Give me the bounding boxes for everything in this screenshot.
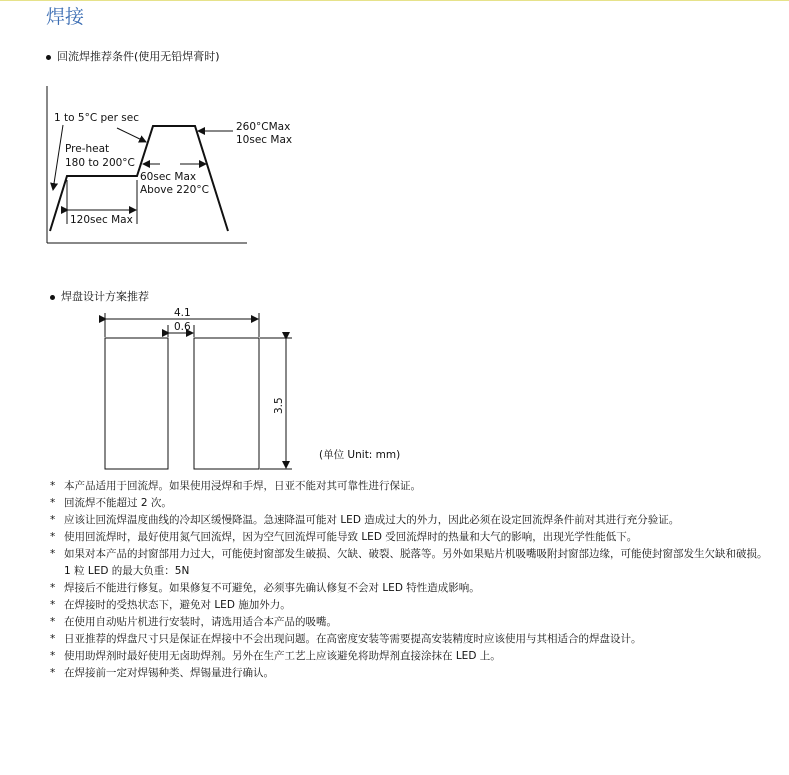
bullet-pad [50, 288, 149, 304]
label-preheat-time: 120sec Max [70, 214, 133, 226]
note-text: 使用助焊剂时最好使用无卤助焊剂。另外在生产工艺上应该避免将助焊剂直接涂抹在 LED 上。 [64, 650, 501, 662]
note-text: 本产品适用于回流焊。如果使用浸焊和手焊，日亚不能对其可靠性进行保证。 [64, 480, 421, 492]
note-item [50, 597, 770, 614]
reflow-profile [47, 86, 292, 243]
note-item [50, 648, 770, 665]
note-item [50, 478, 770, 495]
note-text: 应该让回流焊温度曲线的冷却区缓慢降温。急速降温可能对 LED 造成过大的外力，因此必须在设定回流焊条件前对其进行充分验证。 [64, 514, 680, 526]
note-text: 日亚推荐的焊盘尺寸只是保证在焊接中不会出现问题。在高密度安装等需要提高安装精度时应该使用与其相适合的焊盘设计。 [64, 633, 642, 645]
note-item [50, 529, 770, 546]
note-text: 1 粒 LED 的最大负重：5N [64, 565, 190, 577]
note-marker: * [50, 531, 56, 543]
note-text: 如果对本产品的封窗部用力过大，可能使封窗部发生破损、欠缺、破裂、脱落等。另外如果贴片机吸嘴吸附封窗部边缘，可能使封窗部发生欠缺和破损。 [64, 548, 768, 560]
note-text: 在焊接前一定对焊锡种类、焊锡量进行确认。 [64, 667, 274, 679]
note-text: 使用回流焊时，最好使用氮气回流焊，因为空气回流焊可能导致 LED 受回流焊时的热量和大气的影响，出现光学性能低下。 [64, 531, 638, 543]
note-text: 焊接后不能进行修复。如果修复不可避免，必须事先确认修复不会对 LED 特性造成影响。 [64, 582, 480, 594]
dim-total: 4.1 [174, 307, 191, 319]
note-text: 在使用自动贴片机进行安装时，请选用适合本产品的吸嘴。 [64, 616, 337, 628]
note-item [50, 563, 770, 580]
note-marker: * [50, 480, 56, 492]
bullet-dot [50, 295, 55, 300]
note-item [50, 495, 770, 512]
note-marker: * [50, 616, 56, 628]
label-ramp: 1 to 5°C per sec [54, 112, 139, 124]
ramp-arrow [53, 125, 63, 190]
note-marker: * [50, 548, 56, 560]
bullet-pad-text: 焊盘设计方案推荐 [61, 290, 149, 303]
ramp-arrow-2 [117, 128, 146, 142]
notes-list [50, 478, 770, 682]
unit-label: (单位 Unit: mm) [319, 449, 401, 461]
page-title: 焊接 [46, 6, 85, 28]
note-marker: * [50, 497, 56, 509]
pad-layout [105, 307, 400, 469]
note-item [50, 512, 770, 529]
note-marker: * [50, 582, 56, 594]
note-item [50, 614, 770, 631]
note-item [50, 580, 770, 597]
label-peak-2: 10sec Max [236, 134, 293, 146]
note-marker: * [50, 667, 56, 679]
label-above-1: 60sec Max [140, 171, 197, 183]
dim-height: 3.5 [273, 397, 285, 414]
note-marker: * [50, 599, 56, 611]
dim-gap: 0.6 [174, 321, 191, 333]
label-preheat-1: Pre-heat [65, 143, 110, 155]
note-marker: * [50, 514, 56, 526]
note-item [50, 546, 770, 563]
note-text: 在焊接时的受热状态下，避免对 LED 施加外力。 [64, 599, 291, 611]
note-item [50, 631, 770, 648]
pad-left [105, 338, 168, 469]
label-peak-1: 260°CMax [236, 121, 291, 133]
note-marker: * [50, 633, 56, 645]
label-preheat-2: 180 to 200°C [65, 157, 135, 169]
pad-right [194, 338, 259, 469]
label-above-2: Above 220°C [140, 184, 209, 196]
bullet-reflow-text: 回流焊推荐条件(使用无铅焊膏时) [57, 50, 220, 63]
note-item [50, 665, 770, 682]
note-text: 回流焊不能超过 2 次。 [64, 497, 172, 509]
note-marker: * [50, 650, 56, 662]
